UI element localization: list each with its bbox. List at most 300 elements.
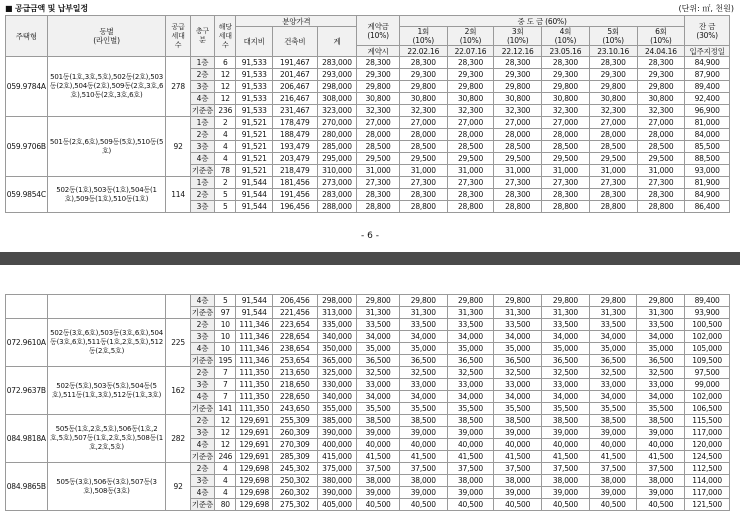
cell: 40,500 xyxy=(542,499,590,511)
cell: 12 xyxy=(215,427,236,439)
cell: 34,000 xyxy=(637,391,685,403)
page-separator xyxy=(0,252,740,265)
cell: 109,500 xyxy=(685,355,730,367)
cell: 29,800 xyxy=(542,81,590,93)
cell: 10 xyxy=(215,319,236,331)
cell: 33,000 xyxy=(494,379,542,391)
cell: 31,000 xyxy=(637,165,685,177)
cell: 40,000 xyxy=(447,439,494,451)
cell: 33,000 xyxy=(357,379,400,391)
cell: 28,800 xyxy=(542,201,590,213)
cell: 28,300 xyxy=(357,57,400,69)
cell: 85,500 xyxy=(685,141,730,153)
col-building: 건축비 xyxy=(272,27,317,57)
cell: 30,800 xyxy=(447,93,494,105)
cell: 28,800 xyxy=(589,201,637,213)
cell: 5 xyxy=(215,295,236,307)
cell: 206,456 xyxy=(273,295,318,307)
cell: 285,309 xyxy=(273,451,318,463)
cell: 29,300 xyxy=(494,69,542,81)
mid-date-3: 22.12.16 xyxy=(494,46,542,57)
cell: 35,500 xyxy=(494,403,542,415)
cell: 33,000 xyxy=(589,379,637,391)
cell: 298,000 xyxy=(317,81,357,93)
cell: 105,000 xyxy=(685,343,730,355)
cell: 117,000 xyxy=(685,487,730,499)
cell: 28,500 xyxy=(399,141,447,153)
cell: 40,500 xyxy=(494,499,542,511)
cell: 400,000 xyxy=(317,439,357,451)
cell: 33,500 xyxy=(637,319,685,331)
cell: 141 xyxy=(215,403,236,415)
cell: 181,456 xyxy=(272,177,317,189)
cell: 27,000 xyxy=(399,117,447,129)
cell: 30,800 xyxy=(542,93,590,105)
floor-label: 2층 xyxy=(190,463,214,475)
cell: 308,000 xyxy=(317,93,357,105)
cell: 223,654 xyxy=(273,319,318,331)
cell: 39,000 xyxy=(399,487,447,499)
cell: 102,000 xyxy=(685,391,730,403)
cell: 41,500 xyxy=(542,451,590,463)
floor-label: 기준층 xyxy=(191,452,214,461)
cell: 5 xyxy=(215,189,236,201)
section-title: ■ 공급금액 및 납부일정 xyxy=(5,4,88,13)
cell: 29,800 xyxy=(494,295,542,307)
dong-lines: 505동(1호,2호,5호),506동(1호,2호,5호),507동(1호,2호,5호),508동(1호,2호,5호) xyxy=(47,415,166,463)
cell: 27,300 xyxy=(494,177,542,189)
cell: 275,302 xyxy=(273,499,318,511)
cell: 29,800 xyxy=(542,295,590,307)
cell: 39,000 xyxy=(637,487,685,499)
supply-count: 225 xyxy=(166,319,190,367)
cell: 36,500 xyxy=(447,355,494,367)
cell: 91,521 xyxy=(236,141,273,153)
cell: 28,300 xyxy=(494,189,542,201)
cell: 191,467 xyxy=(272,57,317,69)
dong-lines: 501동(2호,6호),509동(5호),510동(5호) xyxy=(47,117,166,177)
cell: 28,500 xyxy=(447,141,494,153)
cell: 193,479 xyxy=(272,141,317,153)
cell: 288,000 xyxy=(317,201,357,213)
cell: 112,500 xyxy=(685,463,730,475)
cell: 39,000 xyxy=(447,427,494,439)
cell: 39,000 xyxy=(589,487,637,499)
cell: 91,533 xyxy=(236,57,273,69)
cell: 28,000 xyxy=(399,129,447,141)
cell: 40,000 xyxy=(637,439,685,451)
floor-label: 기준층 xyxy=(191,356,214,365)
cell: 39,000 xyxy=(494,487,542,499)
supply-count: 92 xyxy=(166,463,190,511)
supply-count: 282 xyxy=(166,415,190,463)
cell: 31,000 xyxy=(399,165,447,177)
col-model: 주택형 xyxy=(6,16,48,57)
cell: 2 xyxy=(215,117,236,129)
cell: 253,654 xyxy=(273,355,318,367)
floor-label: 1층 xyxy=(190,117,214,129)
col-deposit: 계약금 (10%) xyxy=(357,16,400,46)
cell: 12 xyxy=(215,93,236,105)
cell: 28,000 xyxy=(447,129,494,141)
cell: 35,500 xyxy=(447,403,494,415)
cell: 31,300 xyxy=(637,307,685,319)
table-body-page-2 xyxy=(6,295,730,511)
cell: 114,000 xyxy=(685,475,730,487)
cell: 350,000 xyxy=(317,343,357,355)
cell: 99,000 xyxy=(685,379,730,391)
cell: 293,000 xyxy=(317,69,357,81)
cell: 36,500 xyxy=(589,355,637,367)
cell: 4 xyxy=(215,475,236,487)
cell: 27,300 xyxy=(542,177,590,189)
cell: 29,800 xyxy=(637,81,685,93)
cell: 218,650 xyxy=(273,379,318,391)
cell: 41,500 xyxy=(494,451,542,463)
cell: 35,500 xyxy=(357,403,400,415)
cell: 91,533 xyxy=(236,81,273,93)
cell: 91,521 xyxy=(236,129,273,141)
cell: 323,000 xyxy=(317,105,357,117)
cell: 29,300 xyxy=(399,69,447,81)
cell: 33,500 xyxy=(447,319,494,331)
cell: 33,500 xyxy=(399,319,447,331)
floor-label: 1층 xyxy=(190,177,214,189)
cell: 39,000 xyxy=(542,487,590,499)
cell: 32,300 xyxy=(542,105,590,117)
cell: 375,000 xyxy=(317,463,357,475)
cell: 280,000 xyxy=(317,129,357,141)
cell: 36,500 xyxy=(399,355,447,367)
cell: 129,698 xyxy=(236,475,273,487)
supply-count: 92 xyxy=(166,117,190,177)
cell: 29,800 xyxy=(447,81,494,93)
cell: 38,000 xyxy=(399,475,447,487)
cell: 30,800 xyxy=(589,93,637,105)
unit-type: 084.9865B xyxy=(6,463,48,511)
cell: 270,309 xyxy=(273,439,318,451)
cell: 111,346 xyxy=(236,331,273,343)
cell: 201,467 xyxy=(272,69,317,81)
cell: 40,000 xyxy=(589,439,637,451)
cell: 34,000 xyxy=(447,391,494,403)
cell: 7 xyxy=(215,367,236,379)
cell: 35,000 xyxy=(542,343,590,355)
cell: 34,000 xyxy=(399,331,447,343)
cell: 34,000 xyxy=(357,331,400,343)
unit-type: 084.9818A xyxy=(6,415,48,463)
cell: 5 xyxy=(215,201,236,213)
cell: 37,500 xyxy=(357,463,400,475)
cell: 34,000 xyxy=(494,331,542,343)
floor-label: 4층 xyxy=(190,487,214,499)
cell: 310,000 xyxy=(317,165,357,177)
cell: 111,346 xyxy=(236,355,273,367)
cell: 96,900 xyxy=(685,105,730,117)
col-supply: 공급세대수 xyxy=(166,16,190,57)
cell: 285,000 xyxy=(317,141,357,153)
cell: 29,800 xyxy=(494,81,542,93)
cell: 38,500 xyxy=(447,415,494,427)
cell: 4 xyxy=(215,141,236,153)
cell: 39,000 xyxy=(357,427,400,439)
cell: 29,800 xyxy=(357,295,400,307)
cell: 31,000 xyxy=(357,165,400,177)
cell: 129,698 xyxy=(236,499,273,511)
cell: 111,350 xyxy=(236,379,273,391)
cell: 35,000 xyxy=(637,343,685,355)
cell: 32,500 xyxy=(589,367,637,379)
cell: 12 xyxy=(215,415,236,427)
cell: 38,500 xyxy=(589,415,637,427)
cell: 246 xyxy=(215,451,236,463)
cell: 28,300 xyxy=(399,189,447,201)
cell: 298,000 xyxy=(317,295,357,307)
cell: 91,544 xyxy=(236,189,273,201)
cell: 30,800 xyxy=(399,93,447,105)
cell: 12 xyxy=(215,439,236,451)
cell: 129,691 xyxy=(236,427,273,439)
cell: 191,456 xyxy=(272,189,317,201)
floor-label: 2층 xyxy=(190,69,214,81)
cell: 28,000 xyxy=(589,129,637,141)
cell: 7 xyxy=(215,379,236,391)
cell: 29,500 xyxy=(357,153,400,165)
cell: 325,000 xyxy=(317,367,357,379)
dong-lines: 505동(3호),506동(3호),507동(3호),508동(3호) xyxy=(47,463,166,511)
cell: 295,000 xyxy=(317,153,357,165)
cell: 231,467 xyxy=(272,105,317,117)
cell: 31,300 xyxy=(589,307,637,319)
col-price: 분양가격 xyxy=(236,16,357,27)
cell: 28,300 xyxy=(589,189,637,201)
cell: 35,500 xyxy=(589,403,637,415)
cell: 40,500 xyxy=(637,499,685,511)
cell: 31,000 xyxy=(494,165,542,177)
price-table-page-1 xyxy=(5,15,730,213)
cell: 221,456 xyxy=(273,307,318,319)
cell: 34,000 xyxy=(399,391,447,403)
cell: 195 xyxy=(215,355,236,367)
cell: 27,000 xyxy=(494,117,542,129)
cell: 216,467 xyxy=(272,93,317,105)
unit-type: 059.9706B xyxy=(6,117,48,177)
cell: 91,544 xyxy=(236,177,273,189)
cell: 33,500 xyxy=(542,319,590,331)
floor-label: 기준층 xyxy=(191,166,214,175)
cell: 36,500 xyxy=(542,355,590,367)
cell: 32,500 xyxy=(399,367,447,379)
cell: 28,300 xyxy=(637,189,685,201)
cell: 260,309 xyxy=(273,427,318,439)
cell: 35,000 xyxy=(447,343,494,355)
cell: 390,000 xyxy=(317,427,357,439)
col-mid-6: 6회 (10%) xyxy=(637,27,685,46)
cell: 80 xyxy=(215,499,236,511)
floor-label: 3층 xyxy=(190,81,214,93)
cell: 29,500 xyxy=(447,153,494,165)
col-mid-5: 5회 (10%) xyxy=(589,27,637,46)
cell: 41,500 xyxy=(357,451,400,463)
cell: 28,500 xyxy=(589,141,637,153)
cell: 29,800 xyxy=(357,81,400,93)
cell: 38,500 xyxy=(542,415,590,427)
cell: 38,500 xyxy=(494,415,542,427)
cell: 29,500 xyxy=(637,153,685,165)
col-middle: 중 도 금 (60%) xyxy=(399,16,684,27)
page-number: - 6 - xyxy=(361,231,379,241)
cell: 33,000 xyxy=(447,379,494,391)
cell: 6 xyxy=(215,57,236,69)
cell: 31,300 xyxy=(494,307,542,319)
cell: 28,300 xyxy=(447,189,494,201)
cell: 32,500 xyxy=(494,367,542,379)
mid-date-5: 23.10.16 xyxy=(589,46,637,57)
cell: 32,300 xyxy=(494,105,542,117)
col-balance: 잔 금 (30%) xyxy=(685,16,730,46)
supply-count: 278 xyxy=(166,57,190,117)
cell: 117,000 xyxy=(685,427,730,439)
mid-date-2: 22.07.16 xyxy=(447,46,494,57)
cell: 106,500 xyxy=(685,403,730,415)
cell: 29,500 xyxy=(399,153,447,165)
cell: 37,500 xyxy=(494,463,542,475)
col-mid-4: 4회 (10%) xyxy=(542,27,590,46)
table-row xyxy=(6,295,730,307)
cell: 129,698 xyxy=(236,463,273,475)
cell: 37,500 xyxy=(637,463,685,475)
col-units: 해당세대수 xyxy=(215,16,236,57)
col-floor: 층구분 xyxy=(190,16,214,57)
cell: 39,000 xyxy=(447,487,494,499)
cell: 27,000 xyxy=(542,117,590,129)
cell: 31,300 xyxy=(399,307,447,319)
unit-label: (단위: ㎡, 천원) xyxy=(678,4,734,13)
cell: 31,300 xyxy=(447,307,494,319)
cell: 206,467 xyxy=(272,81,317,93)
cell: 91,544 xyxy=(236,295,273,307)
floor-label: 2층 xyxy=(190,319,214,331)
table-row xyxy=(6,177,730,189)
cell: 93,900 xyxy=(685,307,730,319)
cell: 28,300 xyxy=(637,57,685,69)
cell: 385,000 xyxy=(317,415,357,427)
cell: 28,000 xyxy=(494,129,542,141)
cell: 203,479 xyxy=(272,153,317,165)
cell: 35,000 xyxy=(494,343,542,355)
cell: 28,300 xyxy=(589,57,637,69)
cell: 28,800 xyxy=(494,201,542,213)
cell: 97 xyxy=(215,307,236,319)
cell: 89,400 xyxy=(685,81,730,93)
cell: 111,350 xyxy=(236,403,273,415)
cell: 39,000 xyxy=(589,427,637,439)
cell: 34,000 xyxy=(447,331,494,343)
floor-label: 4층 xyxy=(190,93,214,105)
cell: 29,800 xyxy=(399,81,447,93)
price-table-page-2 xyxy=(5,294,730,511)
cell: 91,521 xyxy=(236,153,273,165)
cell: 29,300 xyxy=(357,69,400,81)
cell: 34,000 xyxy=(589,331,637,343)
cell: 28,300 xyxy=(542,57,590,69)
cell: 28,500 xyxy=(494,141,542,153)
cell: 10 xyxy=(215,331,236,343)
cell: 32,300 xyxy=(399,105,447,117)
cell: 34,000 xyxy=(637,331,685,343)
cell: 4 xyxy=(215,463,236,475)
cell: 33,500 xyxy=(494,319,542,331)
cell: 273,000 xyxy=(317,177,357,189)
cell: 10 xyxy=(215,343,236,355)
cell: 340,000 xyxy=(317,331,357,343)
floor-label: 3층 xyxy=(190,141,214,153)
cell: 88,500 xyxy=(685,153,730,165)
floor-label: 기준층 xyxy=(191,404,214,413)
table-row xyxy=(6,463,730,475)
cell: 37,500 xyxy=(399,463,447,475)
cell: 380,000 xyxy=(317,475,357,487)
cell: 100,500 xyxy=(685,319,730,331)
cell: 32,300 xyxy=(589,105,637,117)
mid-date-4: 23.05.16 xyxy=(542,46,590,57)
cell: 91,533 xyxy=(236,105,273,117)
cell: 28,000 xyxy=(357,129,400,141)
floor-label: 2층 xyxy=(190,415,214,427)
cell: 27,300 xyxy=(357,177,400,189)
cell: 30,800 xyxy=(357,93,400,105)
cell: 29,500 xyxy=(589,153,637,165)
cell: 32,500 xyxy=(637,367,685,379)
cell: 27,000 xyxy=(357,117,400,129)
cell: 178,479 xyxy=(272,117,317,129)
cell: 36,500 xyxy=(357,355,400,367)
unit-type xyxy=(6,295,48,319)
cell: 33,000 xyxy=(637,379,685,391)
cell: 38,000 xyxy=(357,475,400,487)
cell: 39,000 xyxy=(357,487,400,499)
cell: 124,500 xyxy=(685,451,730,463)
cell: 40,000 xyxy=(399,439,447,451)
cell: 81,900 xyxy=(685,177,730,189)
cell: 28,000 xyxy=(637,129,685,141)
cell: 92,400 xyxy=(685,93,730,105)
cell: 40,500 xyxy=(589,499,637,511)
cell: 27,300 xyxy=(447,177,494,189)
cell: 41,500 xyxy=(637,451,685,463)
cell: 129,691 xyxy=(236,415,273,427)
cell: 84,000 xyxy=(685,129,730,141)
cell: 40,000 xyxy=(542,439,590,451)
cell: 260,302 xyxy=(273,487,318,499)
cell: 111,346 xyxy=(236,343,273,355)
cell: 27,300 xyxy=(399,177,447,189)
cell: 87,900 xyxy=(685,69,730,81)
cell: 270,000 xyxy=(317,117,357,129)
cell: 35,500 xyxy=(542,403,590,415)
unit-type: 072.9610A xyxy=(6,319,48,367)
supply-count: 162 xyxy=(166,367,190,415)
floor-label: 3층 xyxy=(190,475,214,487)
cell: 35,000 xyxy=(399,343,447,355)
cell: 39,000 xyxy=(542,427,590,439)
cell: 34,000 xyxy=(494,391,542,403)
cell: 38,000 xyxy=(542,475,590,487)
table-body-page-1 xyxy=(6,57,730,213)
cell: 415,000 xyxy=(317,451,357,463)
cell: 335,000 xyxy=(317,319,357,331)
col-total: 계 xyxy=(317,27,357,57)
